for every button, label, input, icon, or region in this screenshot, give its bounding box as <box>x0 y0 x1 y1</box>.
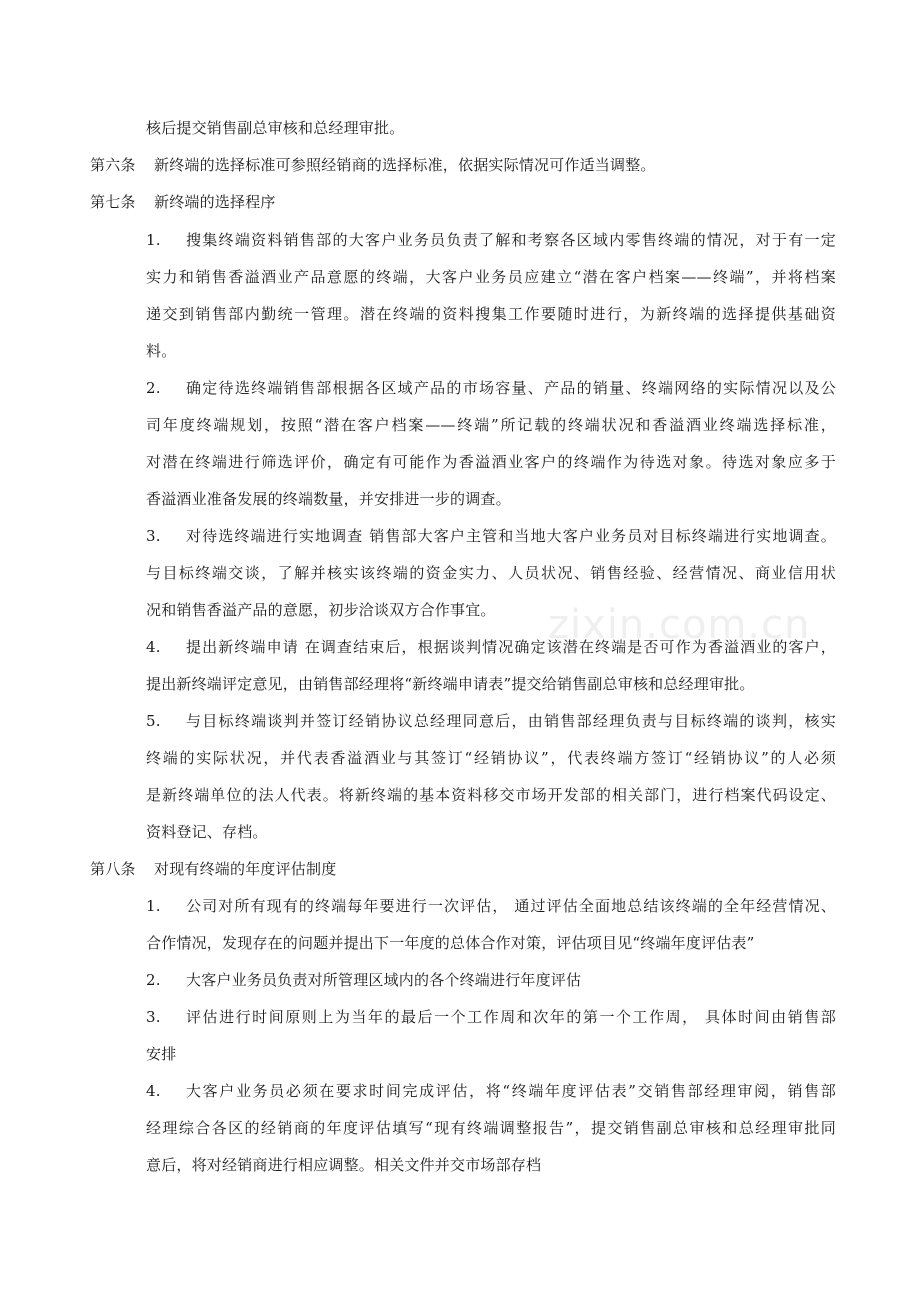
paragraph-line: 评估进行时间原则上为当年的最后一个工作周和次年的第一个工作周， 具体时间由销售部 <box>186 1008 836 1026</box>
article-number: 第八条 <box>90 860 136 878</box>
article-6 <box>90 155 656 175</box>
list-item-number: 5. <box>146 712 161 730</box>
paragraph-line: 提出新终端申请 在调查结束后，根据谈判情况确定该潜在终端是否可作为香溢酒业的客户， <box>186 638 836 656</box>
article-text: 对现有终端的年度评估制度 <box>154 860 337 878</box>
paragraph-line: 安排 <box>146 1045 177 1063</box>
paragraph-line: 合作情况，发现存在的问题并提出下一年度的总体合作对策，评估项目见“终端年度评估表” <box>146 934 755 952</box>
paragraph-line: 公司对所有现有的终端每年要进行一次评估， 通过评估全面地总结该终端的全年经营情况、 <box>186 897 836 915</box>
paragraph-line: 实力和销售香溢酒业产品意愿的终端，大客户业务员应建立“潜在客户档案——终端”，并将档案 <box>146 268 836 286</box>
paragraph-line: 大客户业务员必须在要求时间完成评估，将“终端年度评估表”交销售部经理审阅，销售部 <box>186 1082 836 1100</box>
paragraph-line: 司年度终端规划，按照“潜在客户档案——终端”所记载的终端状况和香溢酒业终端选择标准， <box>146 416 836 434</box>
paragraph-line: 确定待选终端销售部根据各区域产品的市场容量、产品的销量、终端网络的实际情况以及公 <box>186 379 836 397</box>
article-7 <box>90 192 276 212</box>
list-item-number: 2. <box>146 971 161 989</box>
list-item-number: 4. <box>146 638 161 656</box>
paragraph-line: 香溢酒业准备发展的终端数量，并安排进一步的调查。 <box>146 490 511 508</box>
paragraph-line: 况和销售香溢产品的意愿，初步洽谈双方合作事宜。 <box>146 601 496 619</box>
list-item-number: 2. <box>146 379 161 397</box>
paragraph-line: 与目标终端谈判并签订经销协议总经理同意后，由销售部经理负责与目标终端的谈判，核实 <box>186 712 836 730</box>
article-8 <box>90 859 336 879</box>
article-number: 第六条 <box>90 156 136 174</box>
article-number: 第七条 <box>90 193 136 211</box>
paragraph-line: 对待选终端进行实地调查 销售部大客户主管和当地大客户业务员对目标终端进行实地调查。 <box>186 527 836 545</box>
paragraph-line: 与目标终端交谈，了解并核实该终端的资金实力、人员状况、销售经验、经营情况、商业信用状 <box>146 564 836 582</box>
list-item-number: 1. <box>146 897 161 915</box>
paragraph-line: 终端的实际状况，并代表香溢酒业与其签订“经销协议”，代表终端方签订“经销协议”的人必须 <box>146 749 836 767</box>
paragraph-line: 大客户业务员负责对所管理区域内的各个终端进行年度评估 <box>186 971 582 989</box>
paragraph-line: 核后提交销售副总审核和总经理审批。 <box>146 119 405 137</box>
paragraph-line: 对潜在终端进行筛选评价，确定有可能作为香溢酒业客户的终端作为待选对象。待选对象应多于 <box>146 453 836 471</box>
paragraph-line: 料。 <box>146 342 177 360</box>
watermark: zixin.com.cn <box>548 602 811 648</box>
paragraph-line: 意后，将对经销商进行相应调整。相关文件并交市场部存档 <box>146 1156 542 1174</box>
paragraph-line: 资料登记、存档。 <box>146 823 268 841</box>
paragraph-line: 提出新终端评定意见，由销售部经理将“新终端申请表”提交给销售副总审核和总经理审批。 <box>146 675 755 693</box>
list-item-number: 3. <box>146 1008 161 1026</box>
paragraph-line: 是新终端单位的法人代表。将新终端的基本资料移交市场开发部的相关部门，进行档案代码设定、 <box>146 786 836 804</box>
list-item-number: 4. <box>146 1082 161 1100</box>
article-text: 新终端的选择程序 <box>154 193 276 211</box>
paragraph-line: 搜集终端资料销售部的大客户业务员负责了解和考察各区域内零售终端的情况，对于有一定 <box>186 231 836 249</box>
list-item-number: 3. <box>146 527 161 545</box>
paragraph-line: 递交到销售部内勤统一管理。潜在终端的资料搜集工作要随时进行，为新终端的选择提供基础资 <box>146 305 836 323</box>
article-text: 新终端的选择标准可参照经销商的选择标准，依据实际情况可作适当调整。 <box>154 156 656 174</box>
list-item-number: 1. <box>146 231 161 249</box>
paragraph-line: 经理综合各区的经销商的年度评估填写“现有终端调整报告”，提交销售副总审核和总经理审批同 <box>146 1119 836 1137</box>
